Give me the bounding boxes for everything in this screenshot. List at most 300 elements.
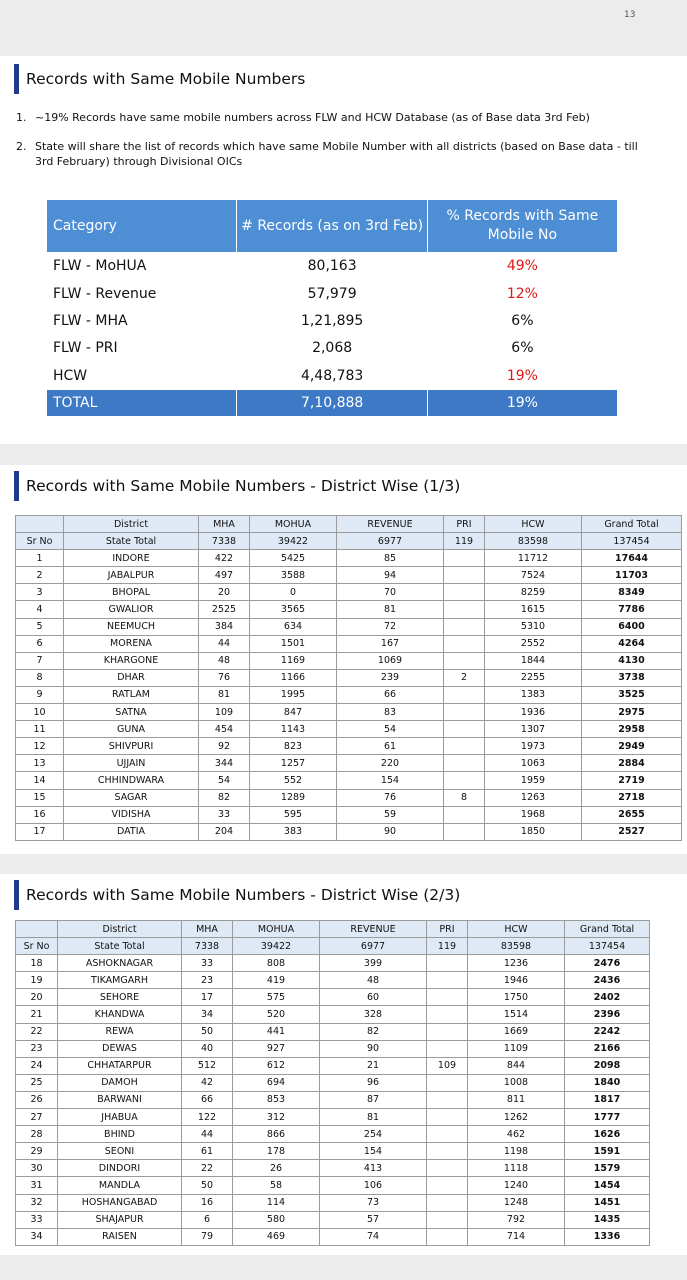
cell-col-4: 81 [337,601,444,618]
cell-col-6: 1669 [468,1023,565,1040]
cell-col-1: SAGAR [64,789,199,806]
category-table-header [47,200,618,253]
state-total-row [16,533,682,550]
cell-col-7: 6400 [582,618,682,635]
cell-col-0: 10 [16,704,64,721]
cell-col-3: 3588 [250,567,337,584]
cell-col-4: 239 [337,669,444,686]
cell-col-4: 81 [320,1109,427,1126]
cell-col-5: 119 [444,533,485,550]
cell-col-0: 26 [16,1091,58,1108]
state-total-row [16,938,650,955]
category-row [47,253,618,280]
cell-col-6: 1844 [485,652,582,669]
cell-col-6: 1240 [468,1177,565,1194]
cell-col-7: 2396 [565,1006,650,1023]
cell-col-0 [16,921,58,938]
cell-col-5 [444,772,485,789]
cell-col-7: 2655 [582,806,682,823]
table-row [16,755,682,772]
cell-col-6: 1263 [485,789,582,806]
cell-col-4: 413 [320,1160,427,1177]
total-label: TOTAL [47,389,237,416]
cell-col-4: 6977 [320,938,427,955]
cell-col-7: 1777 [565,1109,650,1126]
page-number: 13 [624,10,636,20]
table-row [16,738,682,755]
cell-col-2: 20 [199,584,250,601]
cell-col-5 [444,823,485,840]
cell-col-3: 612 [233,1057,320,1074]
category-name: FLW - PRI [47,335,237,362]
cell-col-4: 21 [320,1057,427,1074]
cell-col-2: 7338 [199,533,250,550]
cell-col-0: 3 [16,584,64,601]
cell-col-3: 5425 [250,550,337,567]
cell-col-1: REWA [58,1023,182,1040]
cell-col-6: 1236 [468,955,565,972]
cell-col-6: 1307 [485,721,582,738]
cell-col-0: 22 [16,1023,58,1040]
cell-col-3: 853 [233,1091,320,1108]
slide-district-1 [0,465,687,854]
table-row [16,601,682,618]
cell-col-0: 6 [16,635,64,652]
cell-col-5 [444,584,485,601]
cell-col-4: 106 [320,1177,427,1194]
cell-col-2: 422 [199,550,250,567]
slide-title: Records with Same Mobile Numbers - District Wise (1/3) [14,471,460,501]
cell-col-3: 580 [233,1211,320,1228]
cell-col-0: 25 [16,1074,58,1091]
table-header-row [16,921,650,938]
cell-col-2: 44 [182,1126,233,1143]
table-row [16,1040,650,1057]
category-total-row [47,389,618,416]
cell-col-3: 39422 [233,938,320,955]
cell-col-6: 1118 [468,1160,565,1177]
cell-col-2: 17 [182,989,233,1006]
percent-value: 12% [427,280,617,307]
cell-col-4: 96 [320,1074,427,1091]
cell-col-5 [427,1023,468,1040]
cell-col-7: 2949 [582,738,682,755]
cell-col-4: 73 [320,1194,427,1211]
cell-col-5 [444,686,485,703]
category-row [47,362,618,389]
cell-col-6: 462 [468,1126,565,1143]
cell-col-4: 90 [337,823,444,840]
note-text: ~19% Records have same mobile numbers across FLW and HCW Database (as of Base data 3rd Feb) [35,111,590,124]
cell-col-3: 520 [233,1006,320,1023]
cell-col-7: 1626 [565,1126,650,1143]
cell-col-6: 1008 [468,1074,565,1091]
cell-col-5 [427,1194,468,1211]
cell-col-5 [427,1126,468,1143]
cell-col-1: SATNA [64,704,199,721]
cell-col-1: UJJAIN [64,755,199,772]
cell-col-1: INDORE [64,550,199,567]
cell-col-7: 137454 [582,533,682,550]
cell-col-0: 21 [16,1006,58,1023]
cell-col-2: 22 [182,1160,233,1177]
cell-col-0: 31 [16,1177,58,1194]
cell-col-2: 81 [199,686,250,703]
cell-col-7: 11703 [582,567,682,584]
cell-col-0: 11 [16,721,64,738]
header-records: # Records (as on 3rd Feb) [237,200,427,253]
total-records: 7,10,888 [237,389,427,416]
cell-col-5: 8 [444,789,485,806]
cell-col-6: 1063 [485,755,582,772]
cell-col-4: 61 [337,738,444,755]
table-row [16,1074,650,1091]
cell-col-7: 4130 [582,652,682,669]
cell-col-5: 109 [427,1057,468,1074]
cell-col-2: 2525 [199,601,250,618]
cell-col-1: RAISEN [58,1228,182,1245]
records-count: 4,48,783 [237,362,427,389]
cell-col-3: 383 [250,823,337,840]
cell-col-5 [427,1177,468,1194]
records-count: 57,979 [237,280,427,307]
cell-col-5 [427,1228,468,1245]
cell-col-5 [427,1040,468,1057]
cell-col-1: SEONI [58,1143,182,1160]
table-row [16,1211,650,1228]
cell-col-5 [427,1074,468,1091]
cell-col-1: CHHINDWARA [64,772,199,789]
cell-col-6: 792 [468,1211,565,1228]
cell-col-5: 2 [444,669,485,686]
cell-col-3: 823 [250,738,337,755]
table-row [16,989,650,1006]
cell-col-0: 17 [16,823,64,840]
cell-col-6: 714 [468,1228,565,1245]
cell-col-6: 2552 [485,635,582,652]
cell-col-5 [444,652,485,669]
cell-col-2: 7338 [182,938,233,955]
cell-col-5: 119 [427,938,468,955]
table-row [16,669,682,686]
cell-col-3: 808 [233,955,320,972]
cell-col-6: 2255 [485,669,582,686]
cell-col-7: 4264 [582,635,682,652]
cell-col-5 [444,721,485,738]
table-row [16,704,682,721]
cell-col-2: 79 [182,1228,233,1245]
table-row [16,806,682,823]
cell-col-2: 76 [199,669,250,686]
table-row [16,772,682,789]
cell-col-1: District [58,921,182,938]
cell-col-1: RATLAM [64,686,199,703]
table-row [16,721,682,738]
cell-col-2: 40 [182,1040,233,1057]
cell-col-4: 74 [320,1228,427,1245]
cell-col-6: 83598 [485,533,582,550]
cell-col-0: Sr No [16,938,58,955]
cell-col-5 [444,704,485,721]
cell-col-4: 154 [337,772,444,789]
cell-col-6: 1383 [485,686,582,703]
cell-col-2: 34 [182,1006,233,1023]
cell-col-7: 1454 [565,1177,650,1194]
cell-col-5 [427,1109,468,1126]
cell-col-6: 7524 [485,567,582,584]
cell-col-6: 1959 [485,772,582,789]
slide-title: Records with Same Mobile Numbers [14,64,305,94]
table-row [16,635,682,652]
cell-col-2: 6 [182,1211,233,1228]
cell-col-5 [427,1006,468,1023]
cell-col-5 [444,567,485,584]
cell-col-3: 927 [233,1040,320,1057]
cell-col-7: 2718 [582,789,682,806]
cell-col-0: 19 [16,972,58,989]
cell-col-0: Sr No [16,533,64,550]
cell-col-0: 12 [16,738,64,755]
cell-col-0: 1 [16,550,64,567]
note-text: State will share the list of records which have same Mobile Number with all districts (based on Base data - till 3rd February) through Divisional OICs [35,140,638,168]
cell-col-2: 33 [182,955,233,972]
table-row [16,1160,650,1177]
cell-col-3: 1143 [250,721,337,738]
cell-col-5 [427,1091,468,1108]
cell-col-2: 122 [182,1109,233,1126]
total-percent: 19% [427,389,617,416]
cell-col-1: State Total [58,938,182,955]
cell-col-0: 8 [16,669,64,686]
cell-col-6: 1615 [485,601,582,618]
cell-col-4: 66 [337,686,444,703]
cell-col-6: HCW [468,921,565,938]
cell-col-6: 1262 [468,1109,565,1126]
percent-value: 6% [427,307,617,334]
cell-col-0: 5 [16,618,64,635]
cell-col-4: 399 [320,955,427,972]
cell-col-4: 48 [320,972,427,989]
cell-col-6: HCW [485,516,582,533]
cell-col-2: 497 [199,567,250,584]
cell-col-4: 87 [320,1091,427,1108]
cell-col-7: 2242 [565,1023,650,1040]
cell-col-7: 1336 [565,1228,650,1245]
cell-col-7: 1840 [565,1074,650,1091]
header-percent: % Records with Same Mobile No [427,200,617,253]
cell-col-1: NEEMUCH [64,618,199,635]
cell-col-1: District [64,516,199,533]
cell-col-4: 85 [337,550,444,567]
cell-col-1: GWALIOR [64,601,199,618]
cell-col-4: REVENUE [337,516,444,533]
cell-col-4: 328 [320,1006,427,1023]
cell-col-0: 33 [16,1211,58,1228]
percent-value: 49% [427,253,617,280]
cell-col-0: 27 [16,1109,58,1126]
cell-col-4: 70 [337,584,444,601]
cell-col-4: 1069 [337,652,444,669]
table-row [16,1006,650,1023]
category-row [47,335,618,362]
cell-col-0: 32 [16,1194,58,1211]
cell-col-6: 1850 [485,823,582,840]
cell-col-3: 634 [250,618,337,635]
cell-col-0: 28 [16,1126,58,1143]
cell-col-5 [427,1211,468,1228]
cell-col-2: 50 [182,1177,233,1194]
cell-col-6: 1936 [485,704,582,721]
cell-col-3: 866 [233,1126,320,1143]
cell-col-6: 1109 [468,1040,565,1057]
cell-col-3: 39422 [250,533,337,550]
table-row [16,584,682,601]
cell-col-1: SEHORE [58,989,182,1006]
cell-col-3: 469 [233,1228,320,1245]
cell-col-5 [444,738,485,755]
cell-col-4: 254 [320,1126,427,1143]
cell-col-6: 5310 [485,618,582,635]
table-row [16,1228,650,1245]
cell-col-5 [444,635,485,652]
cell-col-5 [444,601,485,618]
table-row [16,823,682,840]
cell-col-5 [427,955,468,972]
cell-col-7: 2476 [565,955,650,972]
cell-col-5 [427,989,468,1006]
note-item [16,139,656,169]
cell-col-2: 44 [199,635,250,652]
cell-col-2: 344 [199,755,250,772]
note-item [16,110,656,125]
cell-col-3: 1289 [250,789,337,806]
cell-col-7: 2436 [565,972,650,989]
cell-col-4: 167 [337,635,444,652]
cell-col-1: DATIA [64,823,199,840]
cell-col-2: MHA [199,516,250,533]
table-row [16,972,650,989]
cell-col-7: 2527 [582,823,682,840]
cell-col-0: 9 [16,686,64,703]
cell-col-3: 552 [250,772,337,789]
cell-col-0: 20 [16,989,58,1006]
cell-col-7: 2884 [582,755,682,772]
cell-col-1: State Total [64,533,199,550]
table-row [16,567,682,584]
cell-col-1: SHAJAPUR [58,1211,182,1228]
cell-col-1: JHABUA [58,1109,182,1126]
percent-value: 19% [427,362,617,389]
cell-col-1: HOSHANGABAD [58,1194,182,1211]
cell-col-6: 8259 [485,584,582,601]
cell-col-1: JABALPUR [64,567,199,584]
cell-col-4: 54 [337,721,444,738]
cell-col-6: 1750 [468,989,565,1006]
cell-col-2: 48 [199,652,250,669]
header-category: Category [47,200,237,253]
cell-col-1: KHARGONE [64,652,199,669]
cell-col-2: 23 [182,972,233,989]
cell-col-6: 11712 [485,550,582,567]
category-table-body [47,253,618,417]
cell-col-5 [427,1143,468,1160]
cell-col-2: 384 [199,618,250,635]
cell-col-0: 18 [16,955,58,972]
category-name: HCW [47,362,237,389]
cell-col-5: PRI [444,516,485,533]
slide-summary [0,56,687,444]
cell-col-6: 1198 [468,1143,565,1160]
cell-col-0: 34 [16,1228,58,1245]
table-row [16,1126,650,1143]
category-row [47,280,618,307]
category-name: FLW - Revenue [47,280,237,307]
cell-col-5: PRI [427,921,468,938]
cell-col-7: 1817 [565,1091,650,1108]
cell-col-0: 30 [16,1160,58,1177]
cell-col-3: 1501 [250,635,337,652]
cell-col-1: MORENA [64,635,199,652]
note-number: 1. [16,111,27,124]
cell-col-7: 2719 [582,772,682,789]
cell-col-4: 57 [320,1211,427,1228]
cell-col-0: 7 [16,652,64,669]
cell-col-7: 8349 [582,584,682,601]
cell-col-2: 33 [199,806,250,823]
cell-col-1: BHIND [58,1126,182,1143]
cell-col-4: 94 [337,567,444,584]
table-row [16,955,650,972]
table-row [16,1194,650,1211]
table-row [16,1023,650,1040]
table-header-row [16,516,682,533]
cell-col-3: MOHUA [233,921,320,938]
cell-col-4: 83 [337,704,444,721]
cell-col-3: 178 [233,1143,320,1160]
cell-col-7: 137454 [565,938,650,955]
cell-col-5 [427,972,468,989]
table-row [16,550,682,567]
cell-col-6: 844 [468,1057,565,1074]
cell-col-3: 114 [233,1194,320,1211]
cell-col-6: 1514 [468,1006,565,1023]
cell-col-5 [444,755,485,772]
cell-col-2: 454 [199,721,250,738]
cell-col-3: 1166 [250,669,337,686]
cell-col-2: 54 [199,772,250,789]
cell-col-5 [444,550,485,567]
cell-col-3: MOHUA [250,516,337,533]
table-row [16,789,682,806]
cell-col-0: 15 [16,789,64,806]
cell-col-7: 2166 [565,1040,650,1057]
cell-col-1: CHHATARPUR [58,1057,182,1074]
cell-col-3: 312 [233,1109,320,1126]
table-row [16,1177,650,1194]
district-table-1 [15,515,682,841]
cell-col-2: 16 [182,1194,233,1211]
slide-district-2 [0,874,687,1255]
cell-col-5 [444,806,485,823]
cell-col-4: 220 [337,755,444,772]
percent-value: 6% [427,335,617,362]
cell-col-4: 72 [337,618,444,635]
cell-col-1: GUNA [64,721,199,738]
table-row [16,652,682,669]
cell-col-5 [444,618,485,635]
cell-col-1: DEWAS [58,1040,182,1057]
cell-col-2: MHA [182,921,233,938]
